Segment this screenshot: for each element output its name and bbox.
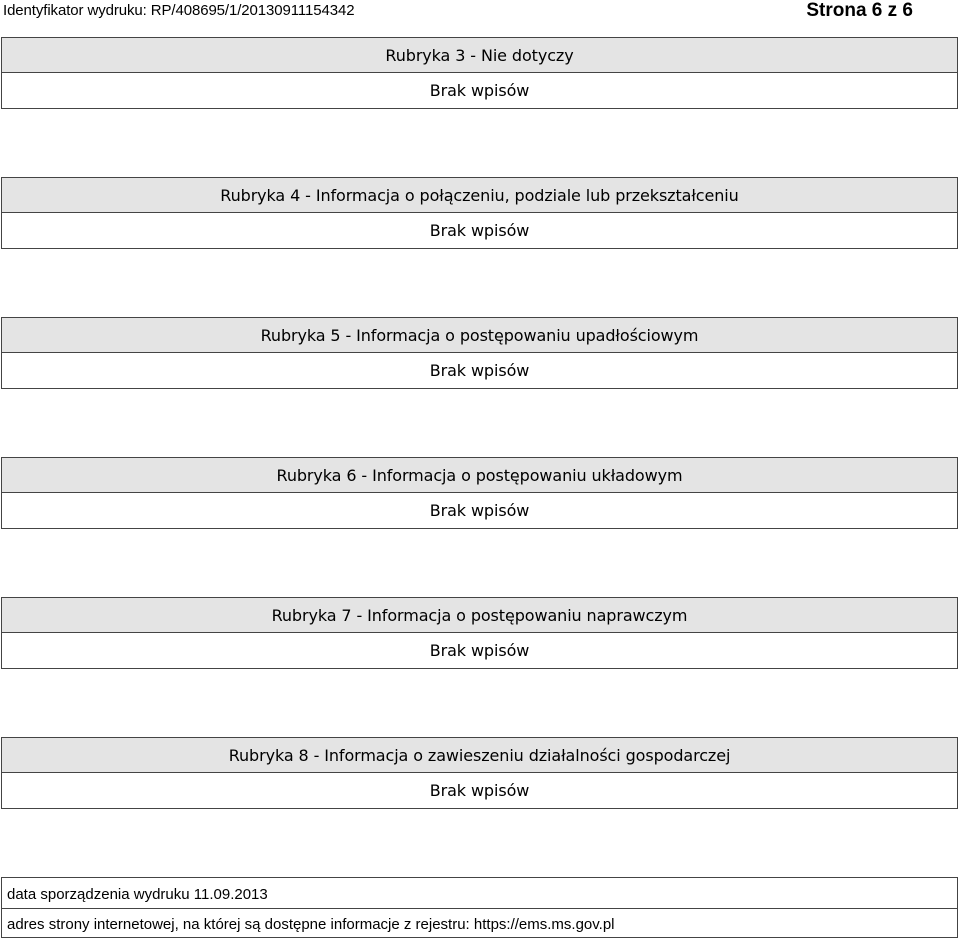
section-body: Brak wpisów bbox=[1, 773, 958, 809]
section-rubryka-7 bbox=[1, 597, 958, 669]
section-title: Rubryka 4 - Informacja o połączeniu, podziale lub przekształceniu bbox=[1, 177, 958, 213]
section-title: Rubryka 6 - Informacja o postępowaniu układowym bbox=[1, 457, 958, 493]
section-body: Brak wpisów bbox=[1, 353, 958, 389]
print-date: data sporządzenia wydruku 11.09.2013 bbox=[7, 886, 268, 903]
section-body: Brak wpisów bbox=[1, 633, 958, 669]
section-rubryka-8 bbox=[1, 737, 958, 809]
section-rubryka-3 bbox=[1, 37, 958, 109]
section-rubryka-5 bbox=[1, 317, 958, 389]
page-footer bbox=[1, 877, 958, 938]
section-rubryka-4 bbox=[1, 177, 958, 249]
section-title: Rubryka 3 - Nie dotyczy bbox=[1, 37, 958, 73]
footer-divider bbox=[2, 908, 957, 909]
page-number: Strona 6 z 6 bbox=[806, 0, 913, 21]
section-title: Rubryka 5 - Informacja o postępowaniu upadłościowym bbox=[1, 317, 958, 353]
section-title: Rubryka 7 - Informacja o postępowaniu naprawczym bbox=[1, 597, 958, 633]
registry-url-text: adres strony internetowej, na której są dostępne informacje z rejestru: https://ems.ms.gov.pl bbox=[7, 916, 615, 933]
page-header bbox=[3, 0, 957, 26]
section-body: Brak wpisów bbox=[1, 213, 958, 249]
section-body: Brak wpisów bbox=[1, 73, 958, 109]
document-id: Identyfikator wydruku: RP/408695/1/20130911154342 bbox=[3, 2, 355, 19]
section-body: Brak wpisów bbox=[1, 493, 958, 529]
section-rubryka-6 bbox=[1, 457, 958, 529]
section-title: Rubryka 8 - Informacja o zawieszeniu działalności gospodarczej bbox=[1, 737, 958, 773]
